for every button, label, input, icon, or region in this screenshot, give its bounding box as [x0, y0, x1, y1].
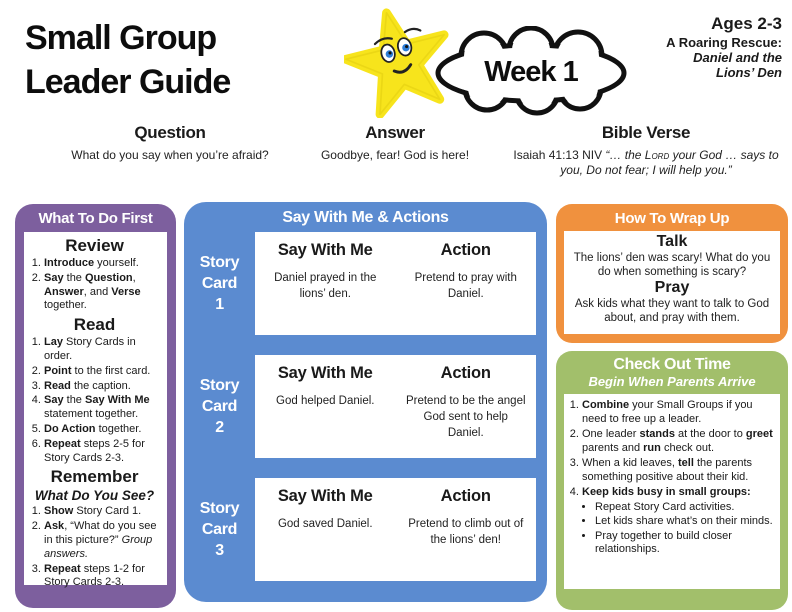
list-item: 3. Repeat steps 1-2 for Story Cards 2-3.: [44, 563, 162, 591]
action-text: Pretend to pray with Daniel.: [414, 272, 517, 300]
check-out-card: [564, 394, 780, 589]
review-list: [27, 257, 162, 313]
bible-verse-block: [508, 123, 784, 178]
check-out-list: [565, 399, 777, 557]
wrap-up-card: [564, 231, 780, 334]
list-item: 1. Show Story Card 1.: [44, 505, 162, 519]
lesson-info: [602, 16, 782, 80]
question-label: Question: [134, 123, 206, 142]
series-title: A Roaring Rescue:: [666, 35, 782, 50]
remember-heading: Remember: [50, 467, 139, 487]
story-card-2: [255, 355, 536, 458]
remember-subheading: What Do You See?: [34, 488, 155, 504]
action-heading: Action: [440, 487, 491, 505]
story-card-3-label: Story Card 3: [199, 500, 240, 559]
story-card-row-3: [199, 478, 536, 581]
answer-text: Goodbye, fear! God is here!: [320, 148, 470, 162]
story-card-1-label: Story Card 1: [199, 254, 240, 313]
check-out-panel: [556, 351, 788, 610]
say-with-me-column: [255, 364, 396, 458]
list-item: 1. Combine your Small Groups if you need to free up a leader.: [582, 399, 777, 426]
read-list: [27, 336, 162, 465]
question-block: [30, 123, 310, 163]
check-out-subtitle: Begin When Parents Arrive: [588, 374, 756, 389]
say-with-me-panel: [184, 202, 547, 602]
sub-list-item: • Let kids share what’s on their minds.: [595, 515, 777, 529]
list-item: 2. Say the Question, Answer, and Verse together.: [44, 272, 162, 313]
bible-verse-label: Bible Verse: [601, 123, 691, 142]
action-text: Pretend to climb out of the lions’ den!: [408, 518, 524, 546]
say-with-me-text: God helped Daniel.: [276, 395, 375, 407]
page-title: [25, 16, 230, 104]
question-text: What do you say when you’re afraid?: [71, 148, 269, 162]
story-card-3: [255, 478, 536, 581]
wrap-up-panel: [556, 204, 788, 343]
read-heading: Read: [73, 315, 116, 335]
page-title-line2: Leader Guide: [25, 63, 231, 101]
action-column: [396, 241, 537, 335]
answer-block: [300, 123, 490, 163]
say-with-me-panel-title: Say With Me & Actions: [282, 209, 449, 226]
what-to-do-first-card: [24, 232, 167, 589]
verse-quote-part1: “… the: [605, 148, 645, 162]
action-column: [396, 487, 537, 581]
series-subtitle-line2: Lions’ Den: [716, 65, 782, 80]
say-with-me-column: [255, 487, 396, 581]
list-item: 6. Repeat steps 2-5 for Story Cards 2-3.: [44, 438, 162, 466]
list-item: 4. Keep kids busy in small groups: • Repeat Story Card activities. • Let kids share what’s on their minds. • Pray together to build closer relationships.: [582, 486, 777, 557]
series-subtitle-line1: Daniel and the: [693, 50, 782, 65]
list-item: 3. Read the caption.: [44, 380, 162, 394]
verse-quote-part2: your God … says to you, Do not fear; I will help you.”: [560, 148, 779, 177]
week-badge: [432, 26, 630, 118]
check-out-title: Check Out Time: [613, 356, 731, 373]
story-card-1: [255, 232, 536, 335]
list-item: 2. Ask, “What do you see in this picture?” Group answers.: [44, 520, 162, 561]
sub-list-item: • Pray together to build closer relationships.: [595, 530, 777, 557]
verse-reference: Isaiah 41:13 NIV: [513, 148, 606, 162]
action-column: [396, 364, 537, 458]
talk-heading: Talk: [656, 233, 688, 250]
talk-text: The lions’ den was scary! What do you do when something is scary?: [573, 252, 771, 278]
wrap-up-title: How To Wrap Up: [614, 210, 730, 227]
sub-list-item: • Repeat Story Card activities.: [595, 501, 777, 515]
bible-verse-text: [508, 148, 784, 178]
week-badge-label: Week 1: [484, 56, 578, 88]
list-item: 1. Introduce yourself.: [44, 257, 162, 271]
list-item: 5. Do Action together.: [44, 423, 162, 437]
list-item: 3. When a kid leaves, tell the parents something positive about their kid.: [582, 457, 777, 484]
say-with-me-heading: Say With Me: [277, 241, 373, 259]
review-heading: Review: [65, 236, 124, 255]
say-with-me-column: [255, 241, 396, 335]
story-card-2-label: Story Card 2: [199, 377, 240, 436]
action-text: Pretend to be the angel God sent to help Daniel.: [405, 395, 526, 439]
story-card-row-1: [199, 232, 536, 335]
list-item: 4. Say the Say With Me statement together.: [44, 394, 162, 422]
say-with-me-text: God saved Daniel.: [277, 518, 373, 530]
remember-list: [27, 505, 162, 590]
say-with-me-text: Daniel prayed in the lions’ den.: [274, 272, 377, 300]
list-item: 1. Lay Story Cards in order.: [44, 336, 162, 364]
story-card-row-2: [199, 355, 536, 458]
answer-label: Answer: [365, 123, 425, 142]
action-heading: Action: [440, 364, 491, 382]
say-with-me-heading: Say With Me: [277, 364, 373, 382]
sub-bullet-list: [582, 501, 777, 557]
pray-text: Ask kids what they want to talk to God about, and pray with them.: [574, 298, 770, 324]
what-to-do-first-title: What To Do First: [38, 210, 153, 227]
say-with-me-heading: Say With Me: [277, 487, 373, 505]
what-to-do-first-panel: [15, 204, 176, 608]
page-title-line1: Small Group: [25, 19, 217, 57]
action-heading: Action: [440, 241, 491, 259]
ages-label: Ages 2-3: [711, 14, 782, 33]
pray-heading: Pray: [654, 279, 690, 296]
list-item: 2. Point to the first card.: [44, 365, 162, 379]
list-item: 2. One leader stands at the door to greet parents and run check out.: [582, 428, 777, 455]
verse-lord: Lord: [644, 148, 670, 162]
